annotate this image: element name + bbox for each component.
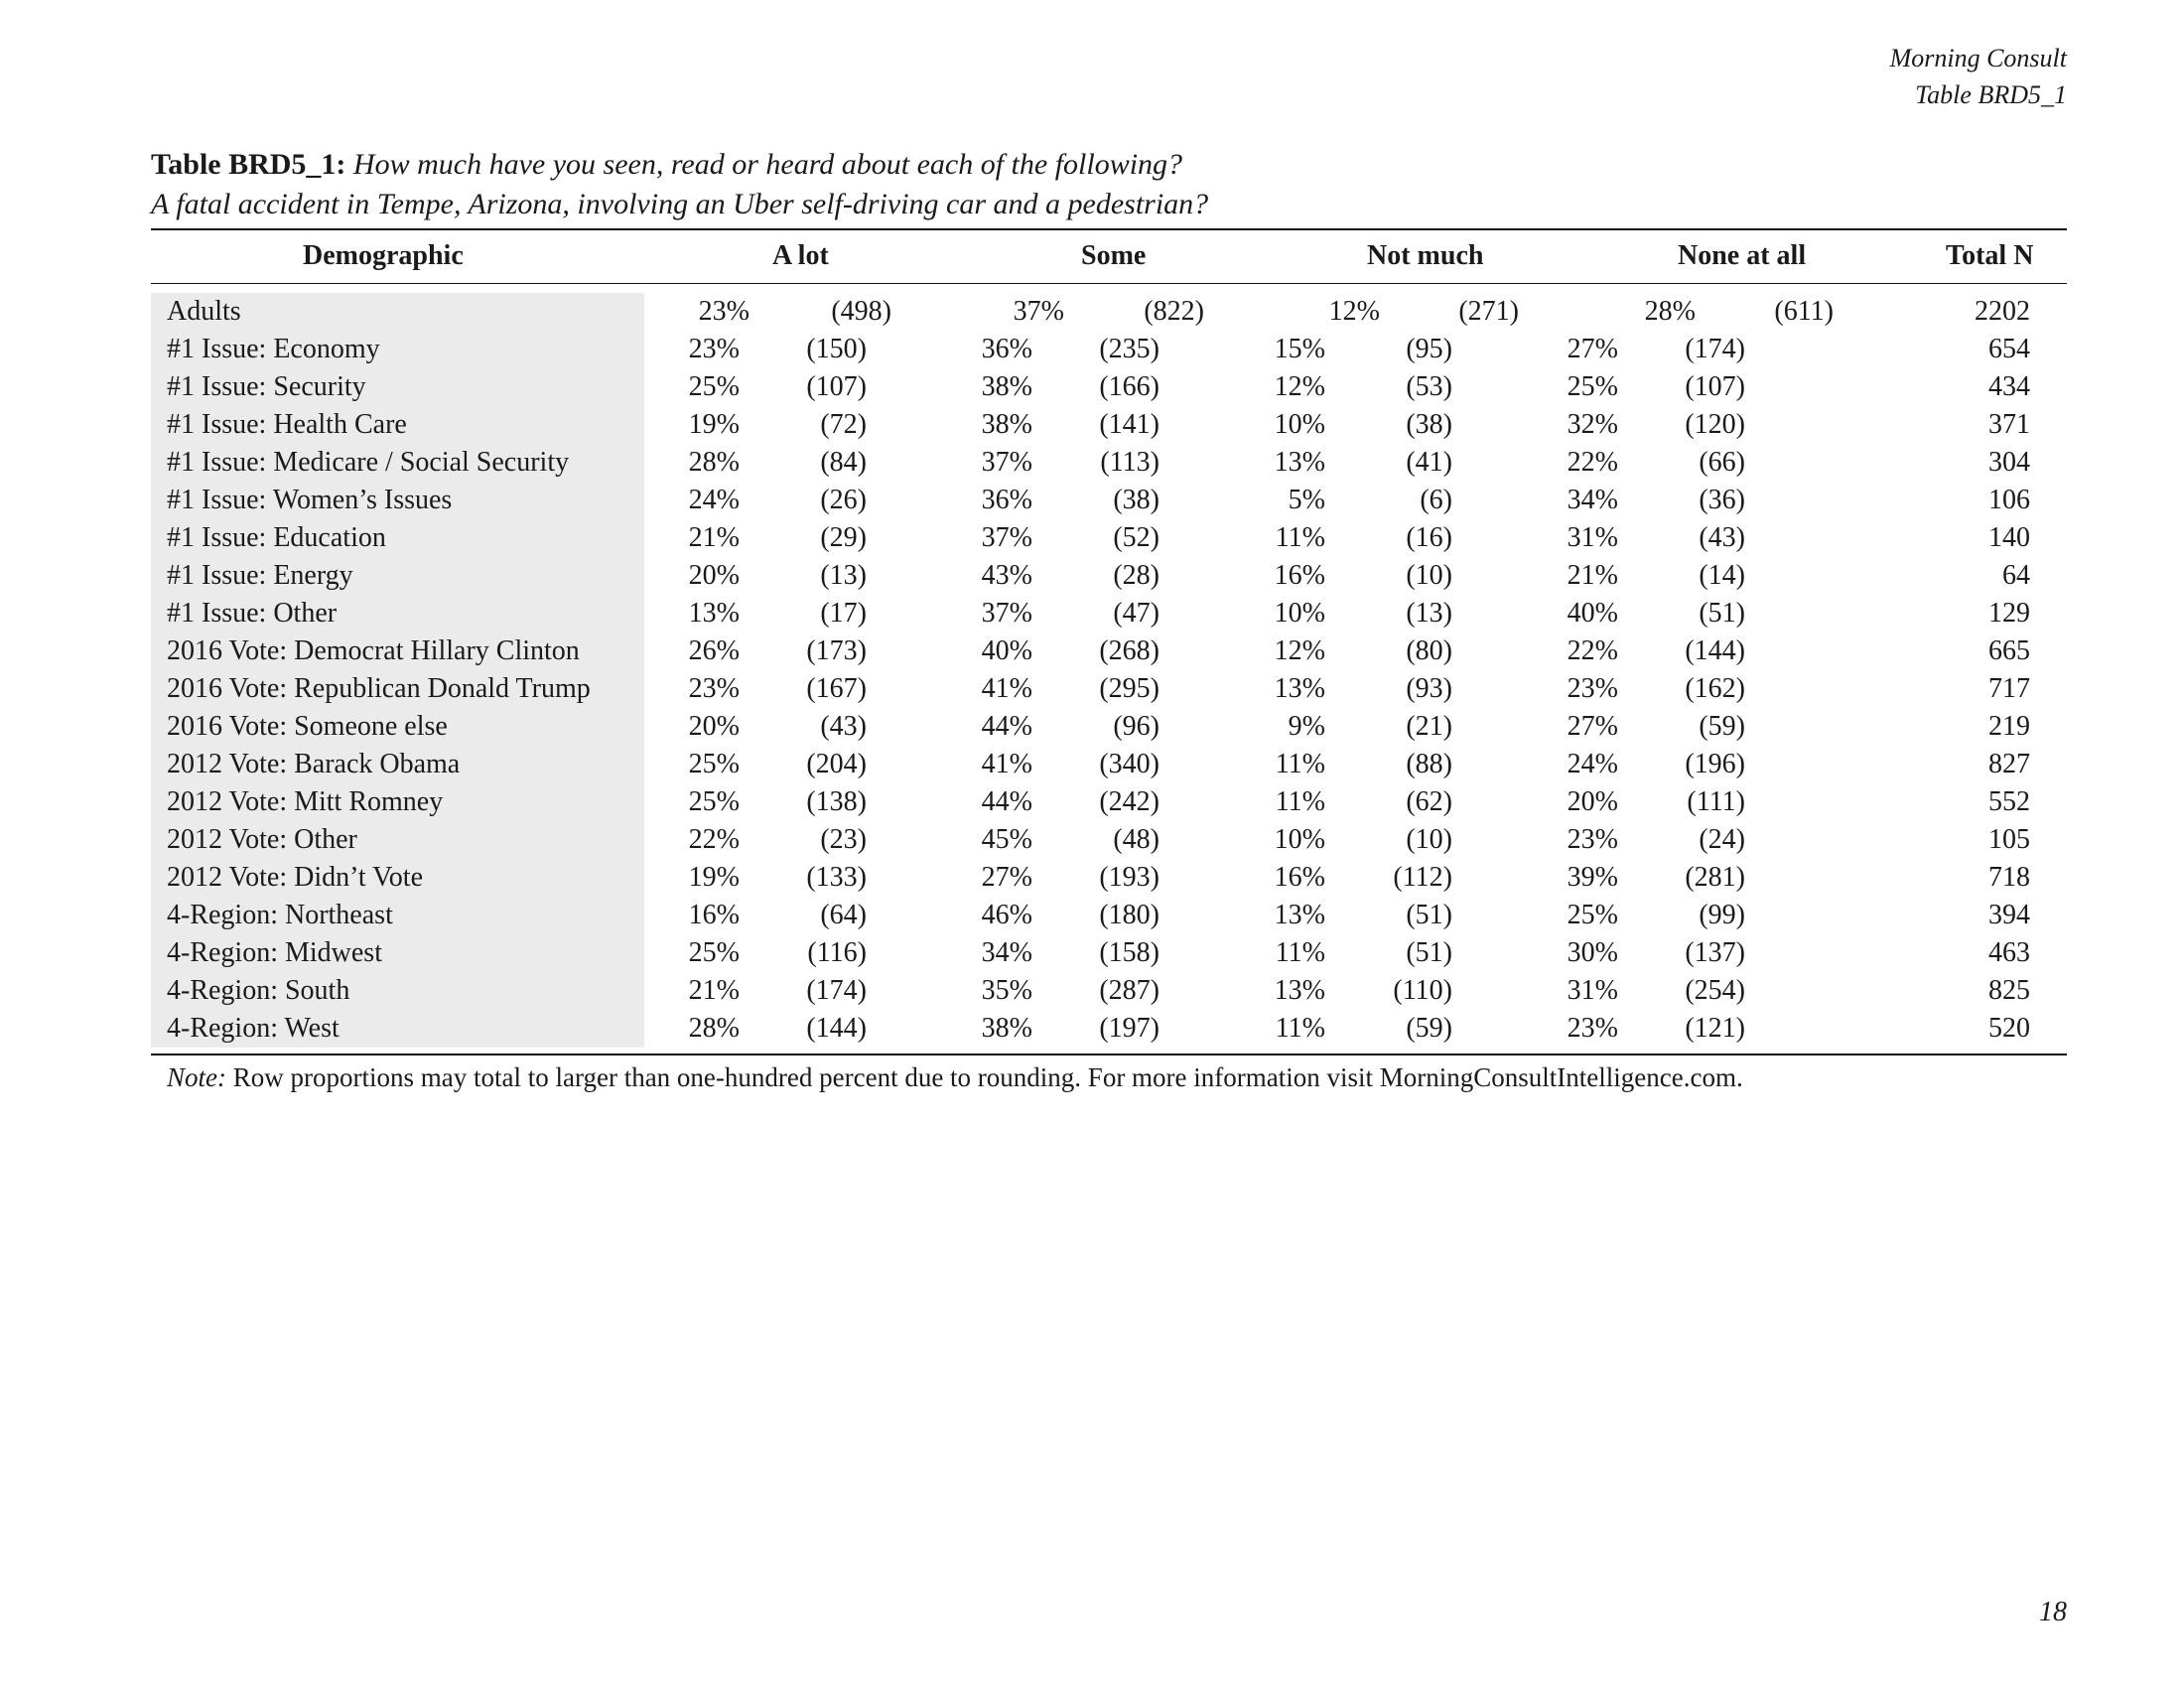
cell-nm-n: (10)	[1406, 560, 1452, 591]
cell-s-n: (268)	[1099, 635, 1160, 666]
cell-s-pct: 34%	[981, 937, 1032, 968]
cell-a-n: (138)	[806, 786, 867, 817]
page-header	[1890, 40, 2067, 113]
cell-s-n: (295)	[1099, 673, 1160, 704]
cell-s-pct: 44%	[981, 711, 1032, 742]
cell-na-pct: 31%	[1567, 522, 1618, 553]
cell-total: 219	[1988, 711, 2030, 742]
table-row	[0, 482, 2184, 519]
cell-a-n: (144)	[806, 1013, 867, 1044]
cell-total: 105	[1988, 824, 2030, 855]
cell-na-pct: 23%	[1567, 1013, 1618, 1044]
cell-na-n: (59)	[1699, 711, 1745, 742]
table-row	[0, 972, 2184, 1010]
cell-s-n: (235)	[1099, 334, 1160, 364]
cell-total: 434	[1988, 371, 2030, 402]
cell-nm-n: (51)	[1406, 937, 1452, 968]
cell-na-n: (162)	[1685, 673, 1745, 704]
cell-nm-pct: 15%	[1274, 334, 1325, 364]
header-table-id: Table BRD5_1	[1915, 80, 2067, 109]
cell-s-n: (141)	[1099, 409, 1160, 440]
row-label: #1 Issue: Education	[167, 522, 386, 553]
cell-nm-pct: 10%	[1274, 824, 1325, 855]
cell-na-pct: 24%	[1567, 749, 1618, 779]
cell-total: 825	[1988, 975, 2030, 1006]
table-top-rule	[151, 228, 2067, 230]
row-label: Adults	[167, 296, 241, 327]
cell-s-pct: 46%	[981, 900, 1032, 930]
cell-na-n: (107)	[1685, 371, 1745, 402]
cell-a-pct: 23%	[688, 673, 740, 704]
cell-s-n: (52)	[1113, 522, 1160, 553]
table-header-rule	[151, 283, 2067, 284]
cell-total: 717	[1988, 673, 2030, 704]
cell-a-pct: 25%	[688, 786, 740, 817]
cell-nm-n: (80)	[1406, 635, 1452, 666]
cell-na-n: (43)	[1699, 522, 1745, 553]
cell-a-pct: 13%	[688, 598, 740, 629]
cell-nm-n: (13)	[1406, 598, 1452, 629]
table-row	[0, 406, 2184, 444]
cell-na-n: (137)	[1685, 937, 1745, 968]
table-row	[0, 557, 2184, 595]
row-label: #1 Issue: Security	[167, 371, 366, 402]
cell-nm-pct: 13%	[1274, 975, 1325, 1006]
table-row	[0, 444, 2184, 482]
cell-a-pct: 26%	[688, 635, 740, 666]
cell-a-n: (17)	[820, 598, 867, 629]
cell-nm-pct: 11%	[1275, 749, 1325, 779]
row-label: #1 Issue: Medicare / Social Security	[167, 447, 570, 478]
table-row	[0, 595, 2184, 633]
cell-s-pct: 37%	[981, 447, 1032, 478]
cell-s-n: (28)	[1113, 560, 1160, 591]
cell-a-n: (43)	[820, 711, 867, 742]
cell-a-pct: 28%	[688, 447, 740, 478]
cell-total: 64	[2002, 560, 2030, 591]
row-label: 4-Region: West	[167, 1013, 340, 1044]
cell-a-pct: 23%	[688, 334, 740, 364]
cell-a-pct: 19%	[688, 409, 740, 440]
row-label: #1 Issue: Economy	[167, 334, 380, 364]
cell-s-n: (96)	[1113, 711, 1160, 742]
cell-nm-n: (16)	[1406, 522, 1452, 553]
cell-total: 718	[1988, 862, 2030, 893]
cell-nm-pct: 5%	[1288, 485, 1325, 515]
cell-total: 520	[1988, 1013, 2030, 1044]
row-label: #1 Issue: Other	[167, 598, 338, 629]
cell-nm-n: (10)	[1406, 824, 1452, 855]
cell-na-n: (99)	[1699, 900, 1745, 930]
col-header-demographic: Demographic	[303, 240, 464, 271]
table-row	[0, 331, 2184, 368]
cell-nm-n: (93)	[1406, 673, 1452, 704]
cell-nm-pct: 13%	[1274, 447, 1325, 478]
cell-s-pct: 37%	[1013, 296, 1064, 327]
cell-s-n: (158)	[1099, 937, 1160, 968]
row-label: 2012 Vote: Other	[167, 824, 357, 855]
cell-nm-pct: 12%	[1328, 296, 1380, 327]
col-header-a-lot: A lot	[772, 240, 829, 271]
cell-nm-pct: 9%	[1288, 711, 1325, 742]
cell-total: 304	[1988, 447, 2030, 478]
cell-total: 463	[1988, 937, 2030, 968]
col-header-some: Some	[1081, 240, 1147, 271]
cell-s-n: (166)	[1099, 371, 1160, 402]
cell-s-n: (197)	[1099, 1013, 1160, 1044]
cell-nm-n: (95)	[1406, 334, 1452, 364]
cell-na-pct: 23%	[1567, 824, 1618, 855]
cell-nm-n: (21)	[1406, 711, 1452, 742]
cell-a-n: (133)	[806, 862, 867, 893]
cell-a-pct: 25%	[688, 371, 740, 402]
cell-s-n: (822)	[1144, 296, 1204, 327]
table-row	[0, 1010, 2184, 1048]
cell-na-n: (24)	[1699, 824, 1745, 855]
cell-a-n: (26)	[820, 485, 867, 515]
table-row	[0, 897, 2184, 934]
title-subquestion: A fatal accident in Tempe, Arizona, involving an Uber self-driving car and a pedestrian?	[151, 188, 1209, 220]
cell-na-pct: 30%	[1567, 937, 1618, 968]
cell-nm-pct: 13%	[1274, 673, 1325, 704]
cell-s-pct: 44%	[981, 786, 1032, 817]
cell-a-n: (23)	[820, 824, 867, 855]
cell-a-pct: 24%	[688, 485, 740, 515]
cell-a-pct: 25%	[688, 749, 740, 779]
row-label: 2016 Vote: Republican Donald Trump	[167, 673, 591, 704]
page-number: 18	[2039, 1597, 2067, 1627]
cell-a-n: (84)	[820, 447, 867, 478]
cell-s-pct: 37%	[981, 598, 1032, 629]
cell-a-pct: 19%	[688, 862, 740, 893]
cell-nm-n: (6)	[1420, 485, 1452, 515]
cell-s-n: (193)	[1099, 862, 1160, 893]
cell-total: 827	[1988, 749, 2030, 779]
cell-s-n: (242)	[1099, 786, 1160, 817]
table-row	[0, 746, 2184, 783]
cell-a-n: (64)	[820, 900, 867, 930]
cell-s-n: (340)	[1099, 749, 1160, 779]
row-label: #1 Issue: Women’s Issues	[167, 485, 453, 515]
cell-total: 129	[1988, 598, 2030, 629]
cell-na-n: (66)	[1699, 447, 1745, 478]
cell-nm-pct: 11%	[1275, 786, 1325, 817]
table-row	[0, 368, 2184, 406]
cell-nm-n: (112)	[1393, 862, 1452, 893]
cell-na-n: (120)	[1685, 409, 1745, 440]
cell-nm-pct: 16%	[1274, 560, 1325, 591]
cell-total: 665	[1988, 635, 2030, 666]
table-row	[0, 859, 2184, 897]
row-label: #1 Issue: Health Care	[167, 409, 407, 440]
cell-na-pct: 22%	[1567, 447, 1618, 478]
cell-a-pct: 21%	[688, 522, 740, 553]
cell-total: 371	[1988, 409, 2030, 440]
cell-na-n: (611)	[1774, 296, 1834, 327]
table-row	[0, 519, 2184, 557]
cell-nm-n: (51)	[1406, 900, 1452, 930]
cell-nm-n: (59)	[1406, 1013, 1452, 1044]
cell-na-pct: 31%	[1567, 975, 1618, 1006]
title-question: How much have you seen, read or heard about each of the following?	[352, 148, 1183, 181]
col-header-total-n: Total N	[1946, 240, 2034, 271]
title-label: Table BRD5_1:	[151, 148, 346, 181]
cell-na-n: (254)	[1685, 975, 1745, 1006]
cell-na-pct: 28%	[1644, 296, 1696, 327]
cell-na-n: (36)	[1699, 485, 1745, 515]
table-bottom-rule	[151, 1054, 2067, 1055]
cell-na-n: (121)	[1685, 1013, 1745, 1044]
table-note	[167, 1058, 1743, 1096]
cell-nm-pct: 10%	[1274, 409, 1325, 440]
cell-total: 140	[1988, 522, 2030, 553]
cell-s-pct: 45%	[981, 824, 1032, 855]
col-header-not-much: Not much	[1367, 240, 1484, 271]
row-label: 4-Region: South	[167, 975, 350, 1006]
cell-s-pct: 36%	[981, 485, 1032, 515]
cell-nm-n: (62)	[1406, 786, 1452, 817]
cell-nm-pct: 12%	[1274, 635, 1325, 666]
cell-s-pct: 27%	[981, 862, 1032, 893]
cell-a-n: (116)	[807, 937, 867, 968]
cell-a-pct: 25%	[688, 937, 740, 968]
cell-nm-n: (41)	[1406, 447, 1452, 478]
cell-na-pct: 27%	[1567, 334, 1618, 364]
cell-a-n: (13)	[820, 560, 867, 591]
row-label: 4-Region: Midwest	[167, 937, 382, 968]
table-row	[0, 708, 2184, 746]
cell-total: 394	[1988, 900, 2030, 930]
cell-nm-pct: 11%	[1275, 1013, 1325, 1044]
table-row	[0, 293, 2184, 331]
cell-s-pct: 43%	[981, 560, 1032, 591]
cell-a-n: (150)	[806, 334, 867, 364]
cell-total: 654	[1988, 334, 2030, 364]
cell-s-pct: 41%	[981, 673, 1032, 704]
row-label: 2012 Vote: Didn’t Vote	[167, 862, 424, 893]
cell-total: 2202	[1975, 296, 2030, 327]
cell-s-pct: 38%	[981, 1013, 1032, 1044]
cell-s-n: (180)	[1099, 900, 1160, 930]
table-row	[0, 783, 2184, 821]
cell-s-pct: 37%	[981, 522, 1032, 553]
cell-a-pct: 28%	[688, 1013, 740, 1044]
row-label: #1 Issue: Energy	[167, 560, 353, 591]
cell-a-pct: 22%	[688, 824, 740, 855]
cell-s-pct: 35%	[981, 975, 1032, 1006]
cell-a-n: (204)	[806, 749, 867, 779]
cell-na-pct: 27%	[1567, 711, 1618, 742]
col-header-none-at-all: None at all	[1678, 240, 1807, 271]
table-row	[0, 670, 2184, 708]
cell-a-pct: 20%	[688, 711, 740, 742]
cell-nm-n: (38)	[1406, 409, 1452, 440]
cell-a-pct: 21%	[688, 975, 740, 1006]
cell-s-n: (47)	[1113, 598, 1160, 629]
table-row	[0, 633, 2184, 670]
note-label: Note:	[167, 1062, 226, 1092]
table-row	[0, 821, 2184, 859]
cell-s-pct: 36%	[981, 334, 1032, 364]
cell-total: 552	[1988, 786, 2030, 817]
cell-na-pct: 34%	[1567, 485, 1618, 515]
cell-s-pct: 40%	[981, 635, 1032, 666]
header-org: Morning Consult	[1889, 44, 2067, 72]
cell-s-n: (113)	[1100, 447, 1160, 478]
cell-nm-pct: 11%	[1275, 522, 1325, 553]
cell-nm-n: (53)	[1406, 371, 1452, 402]
cell-s-n: (287)	[1099, 975, 1160, 1006]
cell-na-pct: 40%	[1567, 598, 1618, 629]
cell-na-n: (281)	[1685, 862, 1745, 893]
cell-nm-n: (88)	[1406, 749, 1452, 779]
note-text: Row proportions may total to larger than one-hundred percent due to rounding. For more information visit MorningConsultIntelligence.com.	[232, 1062, 1743, 1092]
cell-s-n: (38)	[1113, 485, 1160, 515]
cell-a-n: (29)	[820, 522, 867, 553]
cell-nm-pct: 13%	[1274, 900, 1325, 930]
cell-s-n: (48)	[1113, 824, 1160, 855]
cell-na-pct: 22%	[1567, 635, 1618, 666]
table-title	[151, 145, 1208, 224]
cell-s-pct: 41%	[981, 749, 1032, 779]
cell-nm-pct: 11%	[1275, 937, 1325, 968]
row-label: 2016 Vote: Democrat Hillary Clinton	[167, 635, 580, 666]
cell-a-pct: 16%	[688, 900, 740, 930]
cell-na-pct: 20%	[1567, 786, 1618, 817]
cell-a-pct: 23%	[698, 296, 750, 327]
row-label: 2012 Vote: Mitt Romney	[167, 786, 444, 817]
cell-na-pct: 25%	[1567, 371, 1618, 402]
cell-na-pct: 25%	[1567, 900, 1618, 930]
cell-s-pct: 38%	[981, 409, 1032, 440]
cell-na-n: (111)	[1687, 786, 1745, 817]
table-row	[0, 934, 2184, 972]
cell-nm-n: (271)	[1458, 296, 1519, 327]
cell-na-pct: 21%	[1567, 560, 1618, 591]
cell-a-n: (167)	[806, 673, 867, 704]
cell-na-n: (51)	[1699, 598, 1745, 629]
cell-a-n: (107)	[806, 371, 867, 402]
cell-na-n: (144)	[1685, 635, 1745, 666]
row-label: 2012 Vote: Barack Obama	[167, 749, 461, 779]
cell-s-pct: 38%	[981, 371, 1032, 402]
cell-na-pct: 39%	[1567, 862, 1618, 893]
cell-a-n: (498)	[831, 296, 891, 327]
row-label: 4-Region: Northeast	[167, 900, 393, 930]
cell-na-n: (196)	[1685, 749, 1745, 779]
cell-na-pct: 32%	[1567, 409, 1618, 440]
cell-a-n: (174)	[806, 975, 867, 1006]
cell-a-pct: 20%	[688, 560, 740, 591]
cell-a-n: (173)	[806, 635, 867, 666]
cell-na-n: (174)	[1685, 334, 1745, 364]
cell-na-n: (14)	[1699, 560, 1745, 591]
cell-a-n: (72)	[820, 409, 867, 440]
cell-nm-pct: 10%	[1274, 598, 1325, 629]
row-label: 2016 Vote: Someone else	[167, 711, 448, 742]
cell-nm-pct: 12%	[1274, 371, 1325, 402]
cell-total: 106	[1988, 485, 2030, 515]
cell-nm-pct: 16%	[1274, 862, 1325, 893]
cell-nm-n: (110)	[1393, 975, 1452, 1006]
cell-na-pct: 23%	[1567, 673, 1618, 704]
